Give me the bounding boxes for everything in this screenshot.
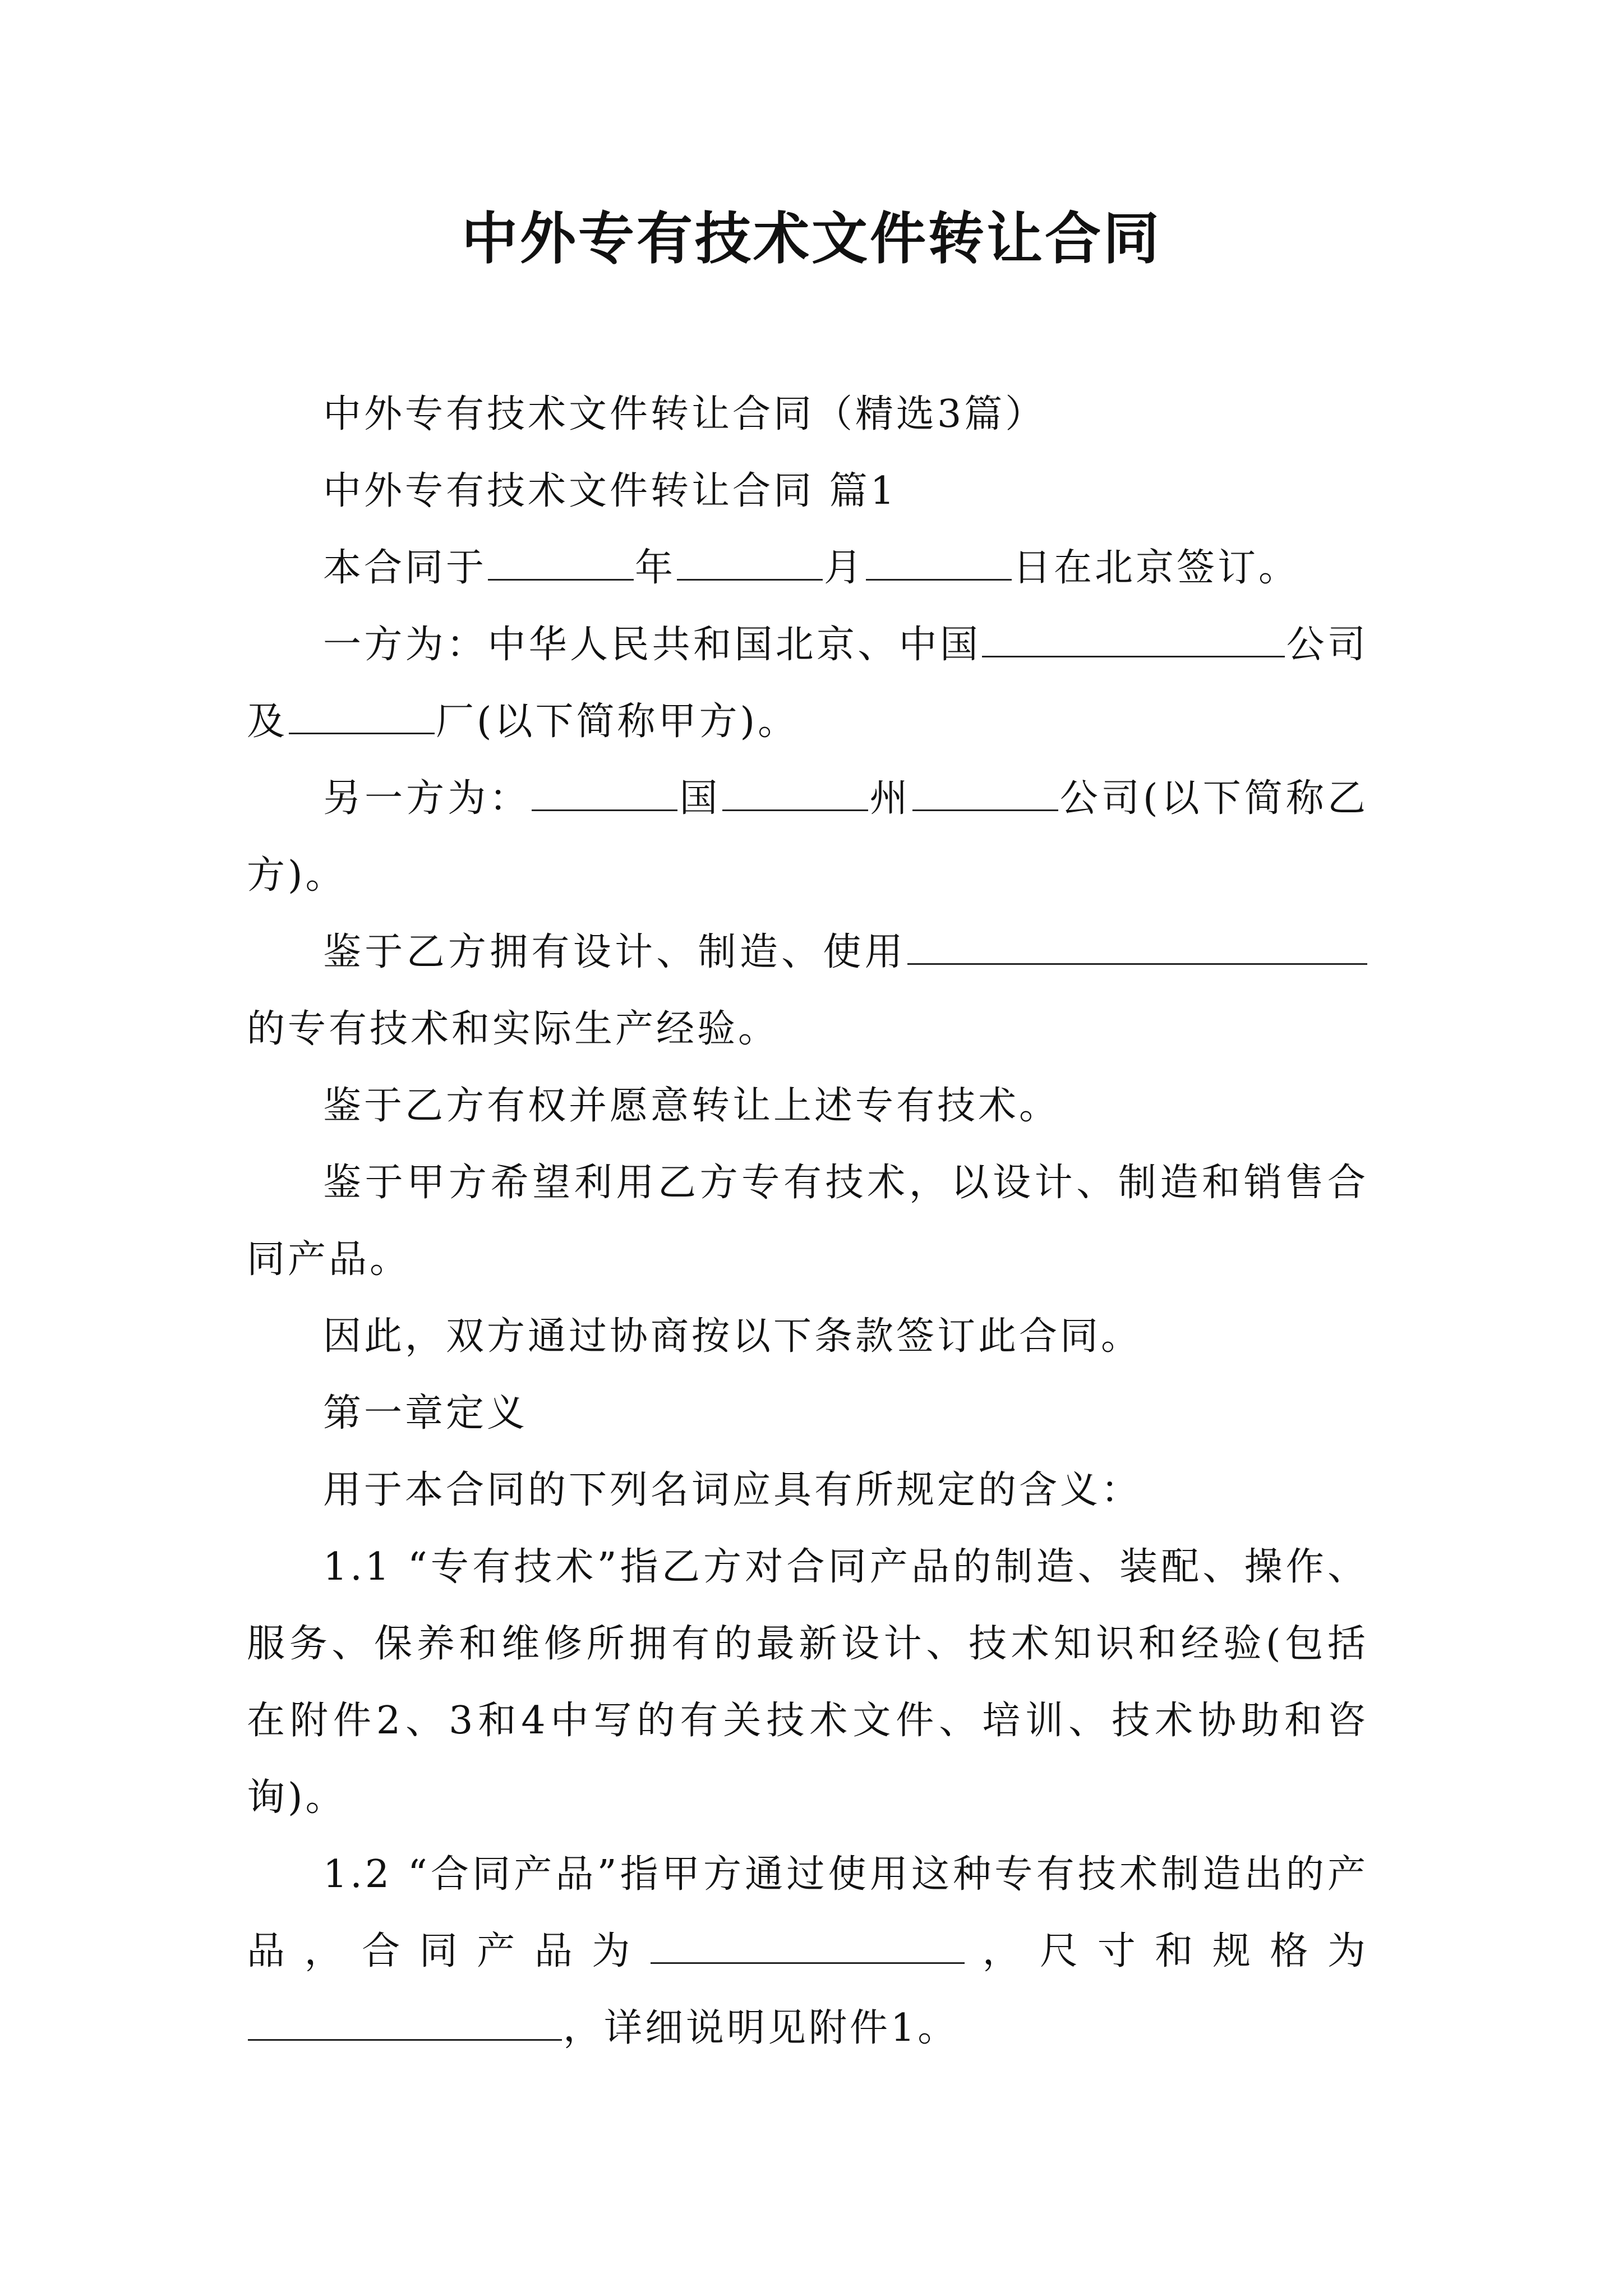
spec-blank <box>248 2003 562 2041</box>
clause-1-2-middle: ，尺寸和规格为 <box>966 1929 1368 1973</box>
clause-1-2 <box>247 1836 1368 2067</box>
party-b-state-blank <box>722 773 868 811</box>
signing-paragraph <box>247 530 1368 606</box>
month-blank <box>677 542 823 581</box>
year-label: 年 <box>635 546 676 590</box>
whereas-1-paragraph <box>247 914 1368 1068</box>
clause-1-1: 1.1 “专有技术”指乙方对合同产品的制造、装配、操作、服务、保养和维修所拥有的最新设计、技术知识和经验(包括在附件2、3和4中写的有关技术文件、培训、技术协助和咨询)。 <box>247 1545 1368 1820</box>
chapter-1-heading: 第一章定义 <box>323 1391 528 1435</box>
party-b-suffix: 公司(以下简称乙方)。 <box>247 776 1368 898</box>
party-b-country-blank <box>532 773 677 811</box>
definitions-intro: 用于本合同的下列名词应具有所规定的含义： <box>323 1468 1142 1512</box>
party-a-prefix: 一方为：中华人民共和国北京、中国 <box>323 623 981 667</box>
month-label: 月 <box>824 546 865 590</box>
year-blank <box>488 542 634 581</box>
whereas-2-paragraph: 鉴于乙方有权并愿意转让上述专有技术。 <box>323 1084 1061 1128</box>
whereas-1-prefix: 鉴于乙方拥有设计、制造、使用 <box>323 930 906 974</box>
party-a-suffix: 厂(以下简称甲方)。 <box>436 700 799 744</box>
party-b-prefix: 另一方为： <box>323 776 531 821</box>
signing-suffix: 日在北京签订。 <box>1013 546 1300 590</box>
party-b-country: 国 <box>679 776 721 821</box>
party-b-company-blank <box>912 773 1058 811</box>
product-blank <box>651 1926 965 1964</box>
party-a-middle: 公司及 <box>247 623 1368 744</box>
party-b-paragraph <box>247 760 1368 914</box>
section-heading: 中外专有技术文件转让合同 篇1 <box>323 469 897 513</box>
party-a-paragraph <box>247 606 1368 760</box>
clause-1-2-suffix: ，详细说明见附件1。 <box>563 2006 959 2050</box>
subtitle-paragraph: 中外专有技术文件转让合同（精选3篇） <box>323 392 1046 436</box>
party-a-company-blank <box>982 619 1285 657</box>
therefore-paragraph: 因此，双方通过协商按以下条款签订此合同。 <box>323 1314 1142 1359</box>
whereas-3-paragraph: 鉴于甲方希望利用乙方专有技术，以设计、制造和销售合同产品。 <box>247 1161 1368 1282</box>
clause-1-2-prefix: 1.2 “合同产品”指甲方通过使用这种专有技术制造出的产品，合同产品为 <box>247 1852 1368 1973</box>
signing-prefix: 本合同于 <box>323 546 487 590</box>
party-a-factory-blank <box>289 696 435 734</box>
whereas-1-blank <box>907 927 1367 965</box>
whereas-1-suffix: 的专有技术和实际生产经验。 <box>247 1007 780 1051</box>
party-b-state: 州 <box>869 776 911 821</box>
day-blank <box>866 542 1012 581</box>
document-title: 中外专有技术文件转让合同 <box>462 205 1161 272</box>
document-body <box>247 376 1368 2067</box>
